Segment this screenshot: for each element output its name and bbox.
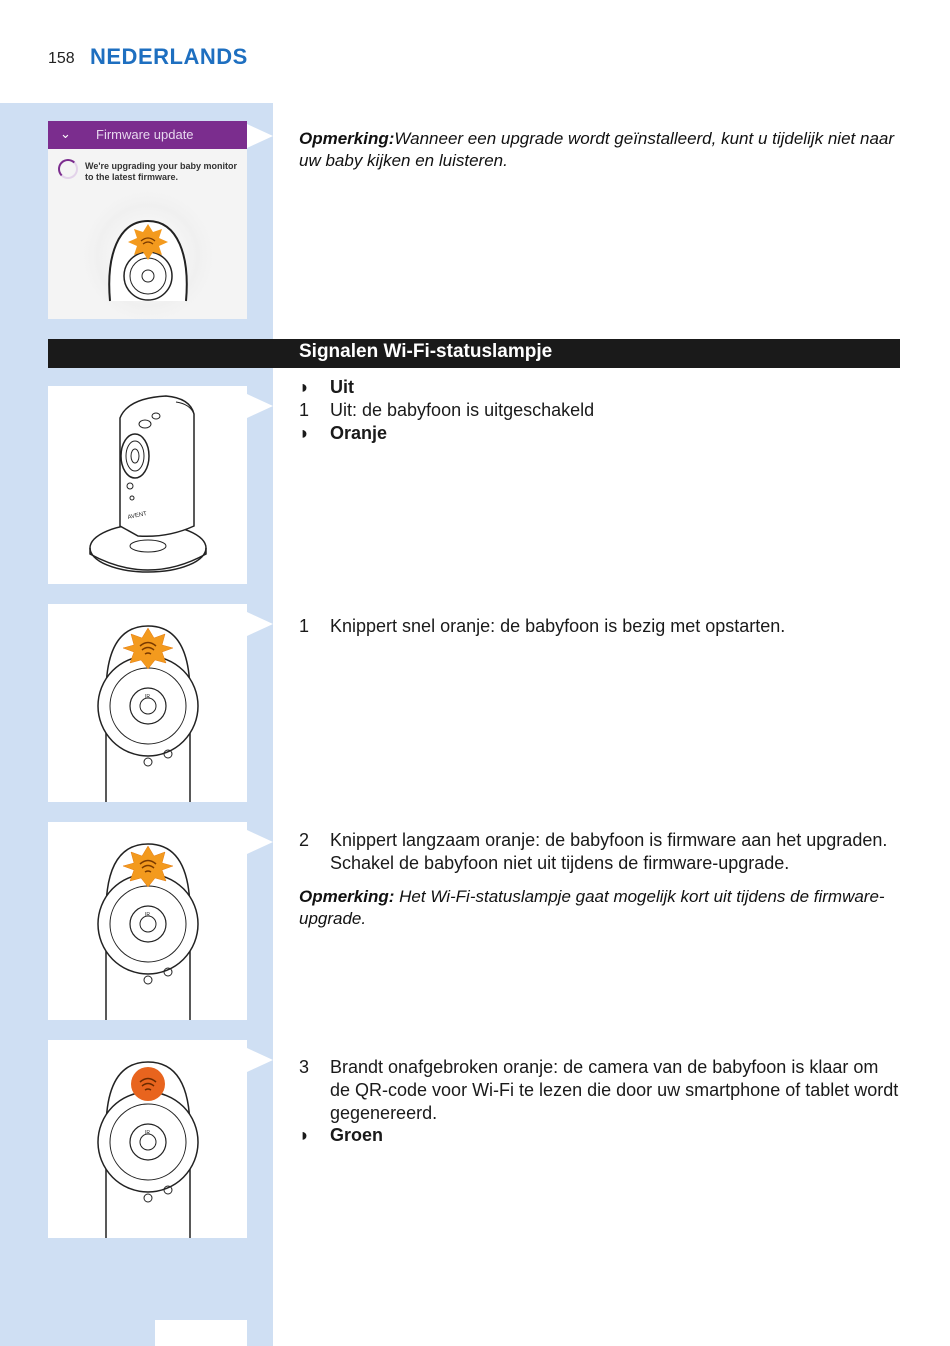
status-heading-off: Uit <box>330 377 354 397</box>
step-number: 2 <box>299 830 310 850</box>
note-upgrade <box>299 128 903 172</box>
note-text: Wanneer een upgrade wordt geïnstalleerd, kunt u tijdelijk niet naar uw baby kijken en luisteren. <box>299 129 895 170</box>
firmware-update-title: Firmware update <box>96 127 194 142</box>
camera-front-illustration <box>48 604 247 802</box>
step-text: Knippert snel oranje: de babyfoon is bezig met opstarten. <box>330 616 786 636</box>
note-label: Opmerking: <box>299 129 395 148</box>
camera-front-illustration <box>48 822 247 1020</box>
panel-pointer <box>247 1048 273 1072</box>
panel-pointer <box>247 830 273 854</box>
status-heading-orange: Oranje <box>330 423 388 443</box>
camera-front-illustration <box>48 1040 247 1238</box>
step-number: 1 <box>299 616 310 636</box>
camera-side-illustration <box>48 386 247 584</box>
next-panel-edge <box>155 1320 247 1346</box>
step-text: Knippert langzaam oranje: de babyfoon is firmware aan het upgraden. Schakel de babyfoon niet uit tijdens de firmware-upgrade. <box>330 830 888 873</box>
panel-pointer <box>247 394 273 418</box>
step-text: Uit: de babyfoon is uitgeschakeld <box>330 400 595 420</box>
firmware-update-panel <box>48 121 247 319</box>
note-label: Opmerking: <box>299 887 395 906</box>
chevron-down-icon: ⌄ <box>60 126 71 141</box>
camera-blink-fast-panel <box>48 604 247 802</box>
status-heading-green: Groen <box>330 1125 384 1145</box>
bullet-icon: ◗ <box>299 1125 310 1145</box>
ir-label: IR <box>145 912 150 918</box>
bullet-icon: ◗ <box>299 423 310 443</box>
step-text: Brandt onafgebroken oranje: de camera van de babyfoon is klaar om de QR-code voor Wi-Fi te lezen die door uw smartphone of tablet wordt gegenereerd. <box>330 1057 899 1123</box>
step-number: 1 <box>299 400 310 420</box>
step-number: 3 <box>299 1057 310 1077</box>
camera-top-illustration <box>48 121 247 319</box>
camera-off-panel <box>48 386 247 584</box>
camera-blink-slow-panel <box>48 822 247 1020</box>
language-heading: NEDERLANDS <box>90 44 248 69</box>
bullet-icon: ◗ <box>299 377 310 397</box>
firmware-update-message: We're upgrading your baby monitor to the latest firmware. <box>85 161 237 182</box>
ir-label: IR <box>145 1130 150 1136</box>
note-firmware-light <box>299 886 903 930</box>
panel-pointer <box>247 124 273 148</box>
note-text: Het Wi-Fi-statuslampje gaat mogelijk kort uit tijdens de firmware-upgrade. <box>299 887 885 928</box>
camera-solid-orange-panel <box>48 1040 247 1238</box>
page-number: 158 <box>48 50 75 67</box>
ir-label: IR <box>145 694 150 700</box>
brand-label: AVENT <box>127 511 148 521</box>
panel-pointer <box>247 612 273 636</box>
section-title: Signalen Wi-Fi-statuslampje <box>299 341 553 362</box>
